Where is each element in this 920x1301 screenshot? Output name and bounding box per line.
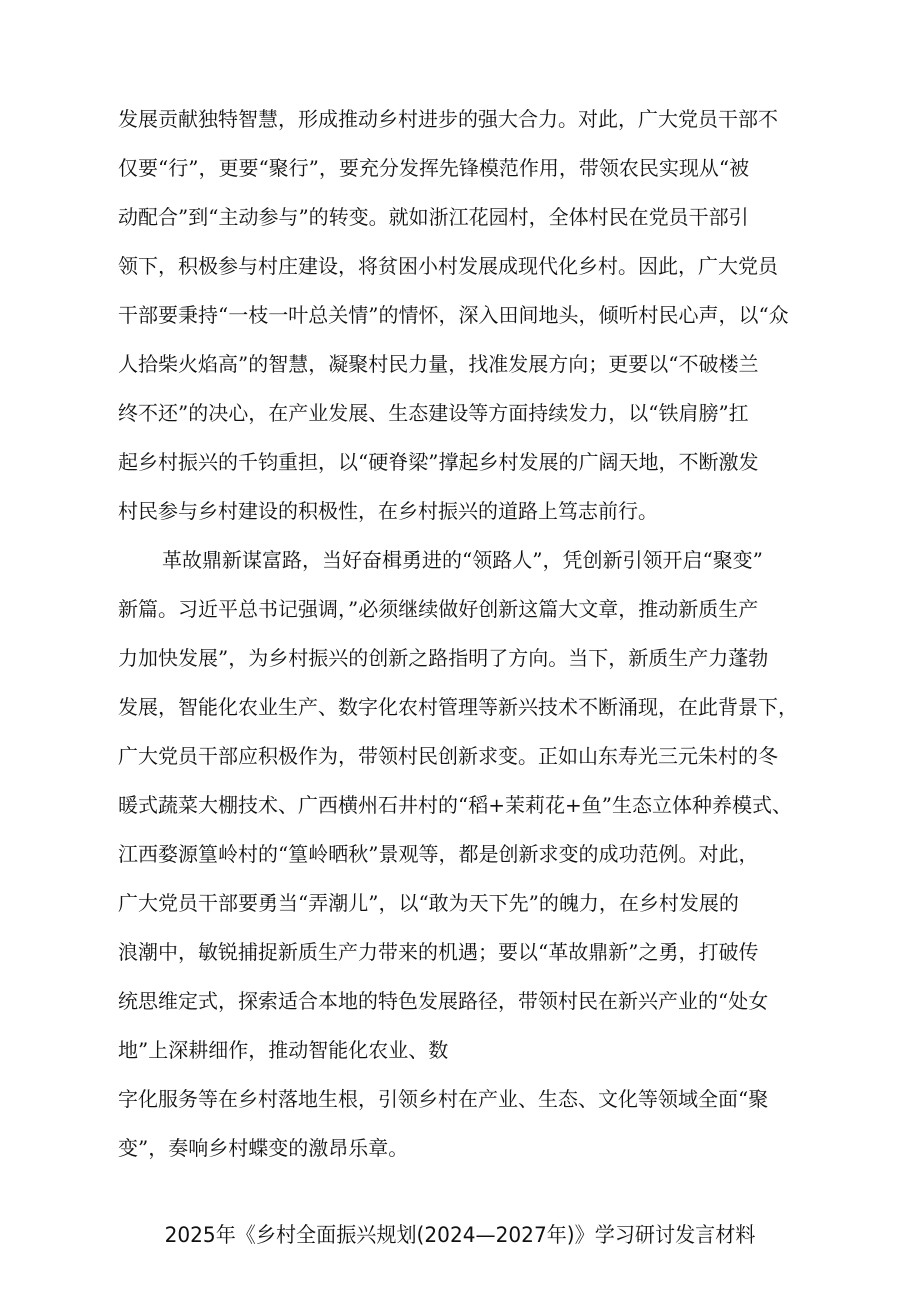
text-line: 动配合”到“主动参与”的转变。就如浙江花园村，全体村民在党员干部引 — [118, 205, 749, 229]
text-line: 字化服务等在乡村落地生根，引领乡村在产业、生态、文化等领域全面“聚 — [118, 1087, 769, 1111]
text-line: 江西婺源篁岭村的“篁岭晒秋”景观等，都是创新求变的成功范例。对此， — [118, 842, 759, 866]
text-line: 浪潮中，敏锐捕捉新质生产力带来的机遇；要以“革故鼎新”之勇，打破传 — [118, 940, 759, 964]
text-line: 发展，智能化农业生产、数字化农村管理等新兴技术不断涌现，在此背景下， — [118, 695, 798, 719]
text-line: 变”，奏响乡村蝶变的激昂乐章。 — [118, 1136, 409, 1160]
text-line: 发展贡献独特智慧，形成推动乡村进步的强大合力。对此，广大党员干部不 — [118, 107, 778, 131]
text-line: 终不还”的决心，在产业发展、生态建设等方面持续发力，以“铁肩膀”扛 — [118, 401, 749, 425]
text-line: 人拾柴火焰高”的智慧，凝聚村民力量，找准发展方向；更要以“不破楼兰 — [118, 352, 759, 376]
text-line: 新篇。习近平总书记强调，”必须继续做好创新这篇大文章，推动新质生产 — [118, 597, 759, 621]
text-line: 暖式蔬菜大棚技术、广西横州石井村的“稻+茉莉花+鱼”生态立体种养模式、 — [118, 793, 792, 817]
text-line: 领下，积极参与村庄建设，将贫困小村发展成现代化乡村。因此，广大党员 — [118, 254, 778, 278]
text-line: 地”上深耕细作，推动智能化农业、数 — [118, 1038, 449, 1062]
text-line: 革故鼎新谋富路，当好奋楫勇进的“领路人”，凭创新引领开启“聚变” — [162, 548, 763, 572]
text-line: 仅要“行”，更要“聚行”，要充分发挥先锋模范作用，带领农民实现从“被 — [118, 156, 750, 180]
text-line: 村民参与乡村建设的积极性，在乡村振兴的道路上笃志前行。 — [118, 499, 658, 523]
text-line: 干部要秉持“一枝一叶总关情”的情怀，深入田间地头，倾听村民心声，以“众 — [118, 303, 789, 327]
document-heading: 2025年《乡村全面振兴规划(2024—2027年)》学习研讨发言材料 — [164, 1223, 756, 1247]
text-line: 起乡村振兴的千钧重担，以“硬脊梁”撑起乡村发展的广阔天地，不断激发 — [118, 450, 759, 474]
text-line: 广大党员干部应积极作为，带领村民创新求变。正如山东寿光三元朱村的冬 — [118, 744, 778, 768]
text-line: 广大党员干部要勇当“弄潮儿”，以“敢为天下先”的魄力，在乡村发展的 — [118, 891, 739, 915]
text-line: 力加快发展”，为乡村振兴的创新之路指明了方向。当下，新质生产力蓬勃 — [118, 646, 769, 670]
text-line: 统思维定式，探索适合本地的特色发展路径，带领村民在新兴产业的“处女 — [118, 989, 769, 1013]
